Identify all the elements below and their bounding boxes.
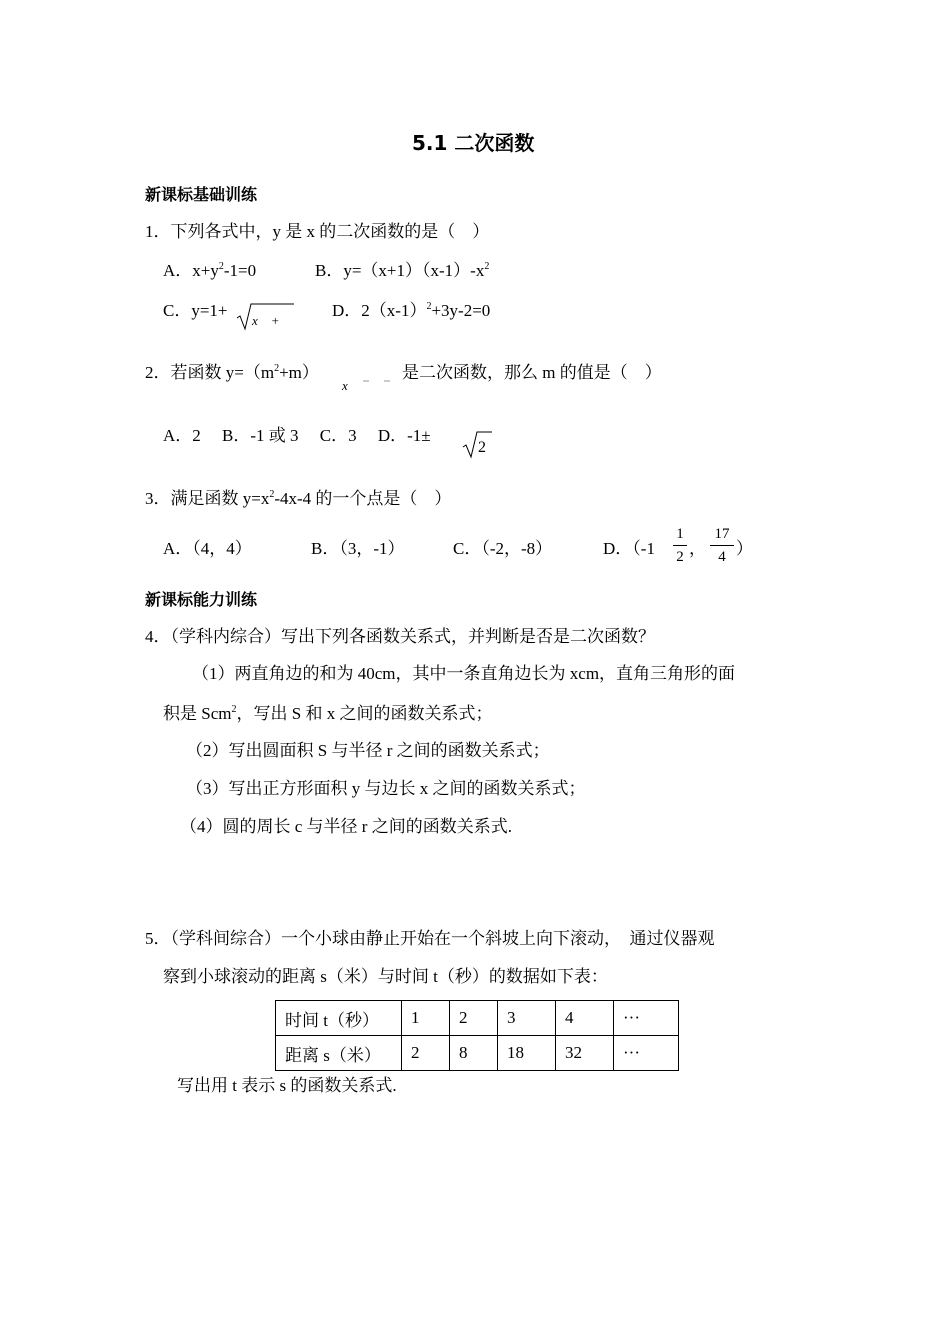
- table-cell: 32: [556, 1036, 614, 1071]
- fraction-numerator: 17: [714, 526, 730, 542]
- question-2-stem-tail: 是二次函数，那么 m 的值是（ ）: [402, 363, 662, 382]
- section-heading-ability: 新课标能力训练: [145, 590, 258, 609]
- question-1-option-d: D．$2(x-1)^2+3y-2=0$: [332, 301, 491, 320]
- question-1-stem: 1．下列各式中，y 是 x 的二次函数的是（ ）: [145, 222, 490, 241]
- question-1-option-c: C．y=1+: [163, 301, 228, 320]
- table-cell: 4: [556, 1001, 614, 1036]
- table-cell: 2: [402, 1036, 450, 1071]
- question-2-stem: 2．若函数 $y=(m^2+m)$: [145, 363, 319, 382]
- section-heading-basic: 新课标基础训练: [145, 185, 258, 204]
- question-4-part-4: （4）圆的周长 c 与半径 r 之间的函数关系式.: [180, 817, 512, 836]
- question-5-ask: 写出用 t 表示 s 的函数关系式.: [177, 1076, 397, 1095]
- fraction-one-half: [673, 527, 687, 565]
- question-2-exponent-variable: x: [342, 378, 348, 393]
- question-4-part-1-cont: 积是 Scm$^2$，写出 S 和 x 之间的函数关系式；: [163, 704, 493, 723]
- data-table: [275, 1000, 679, 1071]
- question-4-stem: 4．（学科内综合）写出下列各函数关系式，并判断是否是二次函数？: [145, 627, 655, 646]
- question-3-stem: 3．满足函数 $y=x^2-4x-4$ 的一个点是（ ）: [145, 489, 452, 508]
- question-5-stem-cont: 察到小球滚动的距离 s（米）与时间 t（秒）的数据如下表：: [163, 967, 608, 986]
- question-3-option-d-prefix: D．（-1: [603, 539, 655, 558]
- question-2-radicand: 2: [478, 439, 486, 456]
- question-4-part-3: （3）写出正方形面积 y 与边长 x 之间的函数关系式；: [186, 779, 586, 798]
- question-5-stem: 5．（学科间综合）一个小球由静止开始在一个斜坡上向下滚动， 通过仪器观: [145, 929, 715, 948]
- table-cell: 1: [402, 1001, 450, 1036]
- question-3-option-d-separator: ，: [689, 539, 706, 558]
- question-1-option-b: B．$y=(x+1)(x-1)-x^2$: [315, 261, 490, 280]
- question-4-part-1: （1）两直角边的和为 40cm，其中一条直角边长为 xcm，直角三角形的面: [192, 664, 736, 683]
- exponent-placeholder-icon: [360, 378, 396, 384]
- fraction-denominator: 4: [718, 549, 726, 565]
- table-row: [276, 1036, 679, 1071]
- table-cell: ···: [614, 1036, 679, 1071]
- table-cell: 2: [450, 1001, 498, 1036]
- table-cell: 3: [498, 1001, 556, 1036]
- table-cell: 距离 s（米）: [276, 1036, 402, 1071]
- page-title: 5.1 二次函数: [412, 131, 535, 155]
- question-3-option-c: C．（-2，-8）: [453, 539, 553, 558]
- table-cell: ···: [614, 1001, 679, 1036]
- question-3-option-a: A．（4，4）: [163, 539, 252, 558]
- table-row: [276, 1001, 679, 1036]
- fraction-seventeen-fourths: [710, 527, 734, 565]
- question-3-option-d-close: ）: [736, 539, 753, 558]
- table-cell: 8: [450, 1036, 498, 1071]
- question-4-part-2: （2）写出圆面积 S 与半径 r 之间的函数关系式；: [186, 741, 550, 760]
- question-1-option-a: A．$x+y^2-1=0$: [163, 261, 257, 280]
- question-2-options: A．2 B．-1 或 3 C．3 D．-1±: [163, 426, 431, 445]
- fraction-numerator: 1: [676, 526, 684, 542]
- fraction-denominator: 2: [676, 549, 684, 565]
- question-3-option-b: B．（3，-1）: [311, 539, 405, 558]
- table-cell: 18: [498, 1036, 556, 1071]
- table-cell: 时间 t（秒）: [276, 1001, 402, 1036]
- question-1-radicand: x +: [252, 313, 280, 328]
